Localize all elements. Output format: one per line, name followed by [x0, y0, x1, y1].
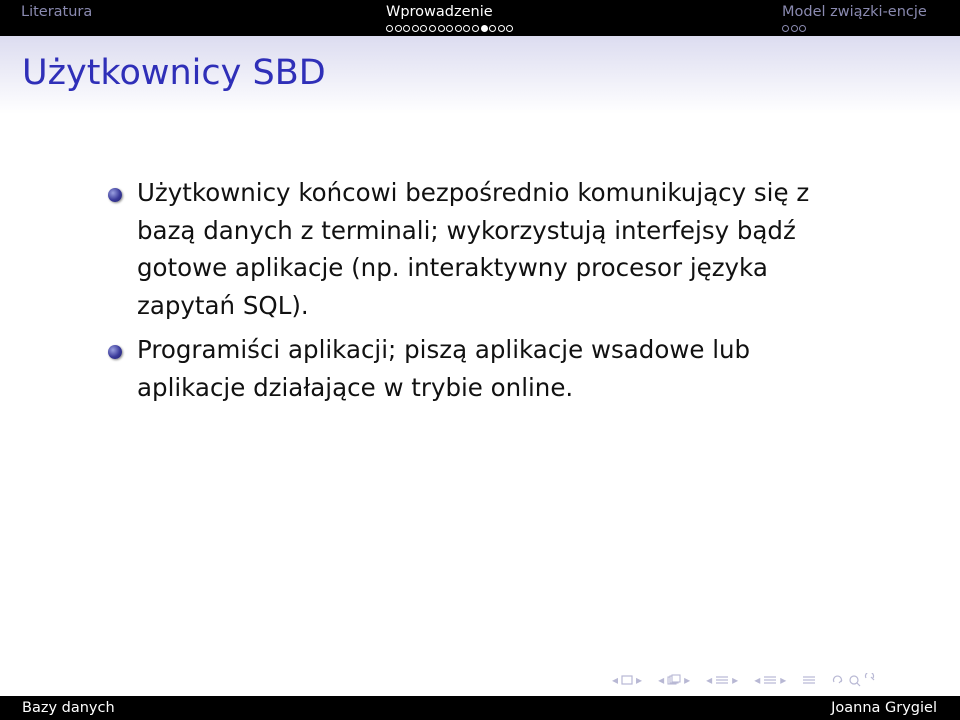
slide-progress-dot[interactable]: [463, 25, 470, 32]
slide-progress-dot[interactable]: [446, 25, 453, 32]
slide-progress-dot[interactable]: [429, 25, 436, 32]
sphere-bullet-icon: [108, 188, 122, 202]
footer-bar: [0, 696, 960, 720]
list-item: [0, 331, 960, 406]
list-item: [0, 174, 960, 324]
slide-progress-dot[interactable]: [481, 25, 488, 32]
frame-title-bar: [0, 36, 960, 114]
slide-progress-dot[interactable]: [506, 25, 513, 32]
sphere-bullet-icon: [108, 345, 122, 359]
slide-progress-dot[interactable]: [455, 25, 462, 32]
slide-progress-dot[interactable]: [438, 25, 445, 32]
bullet-text: Użytkownicy końcowi bezpośrednio komunikujący się z bazą danych z terminali; wykorzystują interfejsy bądź gotowe aplikacje (np. interaktywny procesor języka zapytań SQL).: [137, 178, 810, 320]
nav-section-wprowadzenie-dots: [386, 25, 513, 34]
search-icon[interactable]: [832, 673, 876, 687]
slide-content: [0, 174, 960, 413]
subsection-nav-icon[interactable]: ◂ ▸: [706, 673, 739, 687]
bullet-text: Programiści aplikacji; piszą aplikacje wsadowe lub aplikacje działające w trybie online.: [137, 335, 751, 402]
slide-progress-dot[interactable]: [395, 25, 402, 32]
slide-progress-dot[interactable]: [498, 25, 505, 32]
slide-nav-icon[interactable]: ◂ ▸: [612, 673, 643, 687]
slide-progress-dot[interactable]: [489, 25, 496, 32]
section-nav-icon[interactable]: ◂ ▸: [754, 673, 787, 687]
nav-section-literatura[interactable]: Literatura: [21, 4, 93, 20]
footer-short-title: Bazy danych: [22, 700, 115, 716]
slide-progress-dot[interactable]: [403, 25, 410, 32]
slide-progress-dot[interactable]: [412, 25, 419, 32]
slide-progress-dot[interactable]: [799, 25, 806, 32]
slide-progress-dot[interactable]: [386, 25, 393, 32]
slide-progress-dot[interactable]: [472, 25, 479, 32]
nav-section-wprowadzenie[interactable]: Wprowadzenie: [386, 4, 493, 20]
top-navigation-bar: [0, 0, 960, 36]
page-title: Użytkownicy SBD: [22, 53, 326, 93]
slide-progress-dot[interactable]: [782, 25, 789, 32]
slide-progress-dot[interactable]: [420, 25, 427, 32]
slide-progress-dot[interactable]: [791, 25, 798, 32]
beamer-navigation-symbols: [612, 670, 876, 690]
footer-author: Joanna Grygiel: [831, 700, 937, 716]
frame-nav-icon[interactable]: ◂ ▸: [658, 673, 691, 687]
align-icon[interactable]: [802, 674, 816, 686]
nav-section-model-dots: [782, 25, 806, 34]
nav-section-model-zwiazki-encje[interactable]: Model związki-encje: [782, 4, 927, 20]
